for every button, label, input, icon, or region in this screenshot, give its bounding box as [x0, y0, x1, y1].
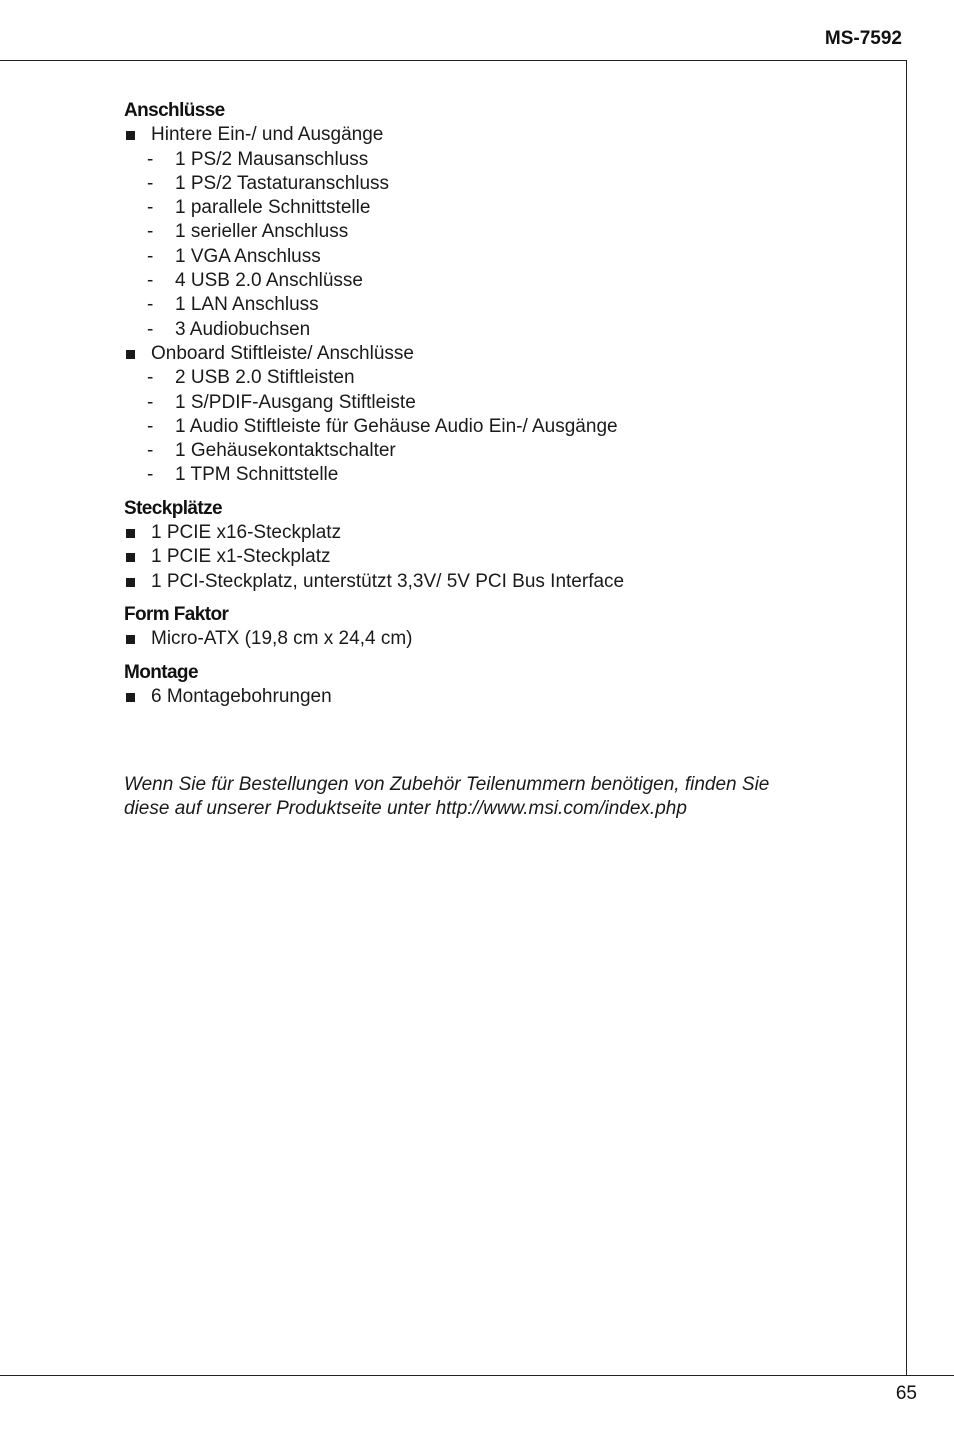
sub-item-label: 1 serieller Anschluss: [175, 221, 349, 243]
item-label: Onboard Stiftleiste/ Anschlüsse: [151, 342, 414, 364]
sub-item-label: 1 TPM Schnittstelle: [175, 464, 339, 486]
top-rule: [0, 60, 907, 61]
sub-item-label: 4 USB 2.0 Anschlüsse: [175, 270, 363, 292]
sub-list-item: - 2 USB 2.0 Stiftleisten: [147, 367, 355, 389]
note-line: diese auf unserer Produktseite unter http://www.msi.com/index.php: [124, 798, 687, 820]
item-label: Micro-ATX (19,8 cm x 24,4 cm): [151, 628, 413, 650]
model-number: MS-7592: [824, 28, 902, 49]
square-bullet-icon: [126, 131, 135, 140]
list-item: [124, 627, 864, 651]
square-bullet-icon: [126, 529, 135, 538]
sub-item-label: 1 PS/2 Mausanschluss: [175, 148, 369, 170]
sub-item-label: 1 PS/2 Tastaturanschluss: [175, 172, 390, 194]
spec-content: [124, 99, 864, 718]
sub-list-item: - 1 Audio Stiftleiste für Gehäuse Audio Ein-/ Ausgänge: [147, 415, 618, 437]
square-bullet-icon: [126, 693, 135, 702]
section-title: Form Faktor: [124, 603, 229, 625]
sub-list-item: - 1 PS/2 Tastaturanschluss: [147, 172, 390, 194]
bullet-list: [124, 627, 864, 651]
right-rule: [906, 60, 907, 1376]
item-label: 1 PCIE x1-Steckplatz: [151, 546, 331, 568]
sub-list-item: - 1 VGA Anschluss: [147, 245, 321, 267]
sub-list: [147, 366, 864, 487]
section-title: Anschlüsse: [124, 100, 225, 121]
sub-item-label: 1 VGA Anschluss: [175, 245, 321, 267]
sub-list-item: - 1 serieller Anschluss: [147, 221, 349, 243]
list-item: [124, 685, 864, 709]
sub-list-item: - 3 Audiobuchsen: [147, 318, 311, 340]
sub-list-item: - 1 parallele Schnittstelle: [147, 197, 371, 219]
square-bullet-icon: [126, 635, 135, 644]
square-bullet-icon: [126, 578, 135, 587]
item-label: 1 PCI-Steckplatz, unterstützt 3,3V/ 5V PCI Bus Interface: [151, 570, 625, 592]
bottom-rule: [0, 1375, 954, 1376]
sub-item-label: 1 Audio Stiftleiste für Gehäuse Audio Ein-/ Ausgänge: [175, 415, 618, 437]
sub-list-item: - 1 PS/2 Mausanschluss: [147, 148, 369, 170]
note-line: Wenn Sie für Bestellungen von Zubehör Teilenummern benötigen, finden Sie: [124, 774, 770, 795]
sub-list: [147, 148, 864, 342]
list-item: [124, 545, 864, 569]
section-steckplaetze: [124, 497, 864, 594]
list-item: [124, 342, 864, 488]
sub-item-label: 1 Gehäusekontaktschalter: [175, 440, 396, 462]
page-number: 65: [895, 1383, 917, 1404]
bullet-list: [124, 123, 864, 487]
item-label: Hintere Ein-/ und Ausgänge: [151, 124, 384, 146]
sub-list-item: - 1 TPM Schnittstelle: [147, 464, 339, 486]
section-montage: [124, 661, 864, 710]
sub-list-item: - 1 Gehäusekontaktschalter: [147, 440, 396, 462]
list-item: [124, 521, 864, 545]
item-label: 1 PCIE x16-Steckplatz: [151, 522, 342, 544]
sub-list-item: - 1 S/PDIF-Ausgang Stiftleiste: [147, 391, 416, 413]
sub-item-label: 1 S/PDIF-Ausgang Stiftleiste: [175, 391, 416, 413]
sub-item-label: 3 Audiobuchsen: [175, 318, 311, 340]
square-bullet-icon: [126, 553, 135, 562]
section-anschluesse: [124, 99, 864, 488]
section-form-faktor: [124, 603, 864, 652]
square-bullet-icon: [126, 350, 135, 359]
sub-item-label: 1 parallele Schnittstelle: [175, 197, 371, 219]
bullet-list: [124, 685, 864, 709]
section-title: Montage: [124, 661, 198, 683]
section-title: Steckplätze: [124, 497, 222, 519]
bullet-list: [124, 521, 864, 594]
sub-list-item: - 1 LAN Anschluss: [147, 294, 319, 316]
accessory-note: [124, 773, 844, 822]
list-item: [124, 123, 864, 342]
item-label: 6 Montagebohrungen: [151, 685, 332, 707]
sub-item-label: 2 USB 2.0 Stiftleisten: [175, 367, 355, 389]
sub-item-label: 1 LAN Anschluss: [175, 294, 319, 316]
list-item: [124, 570, 864, 594]
sub-list-item: - 4 USB 2.0 Anschlüsse: [147, 270, 363, 292]
